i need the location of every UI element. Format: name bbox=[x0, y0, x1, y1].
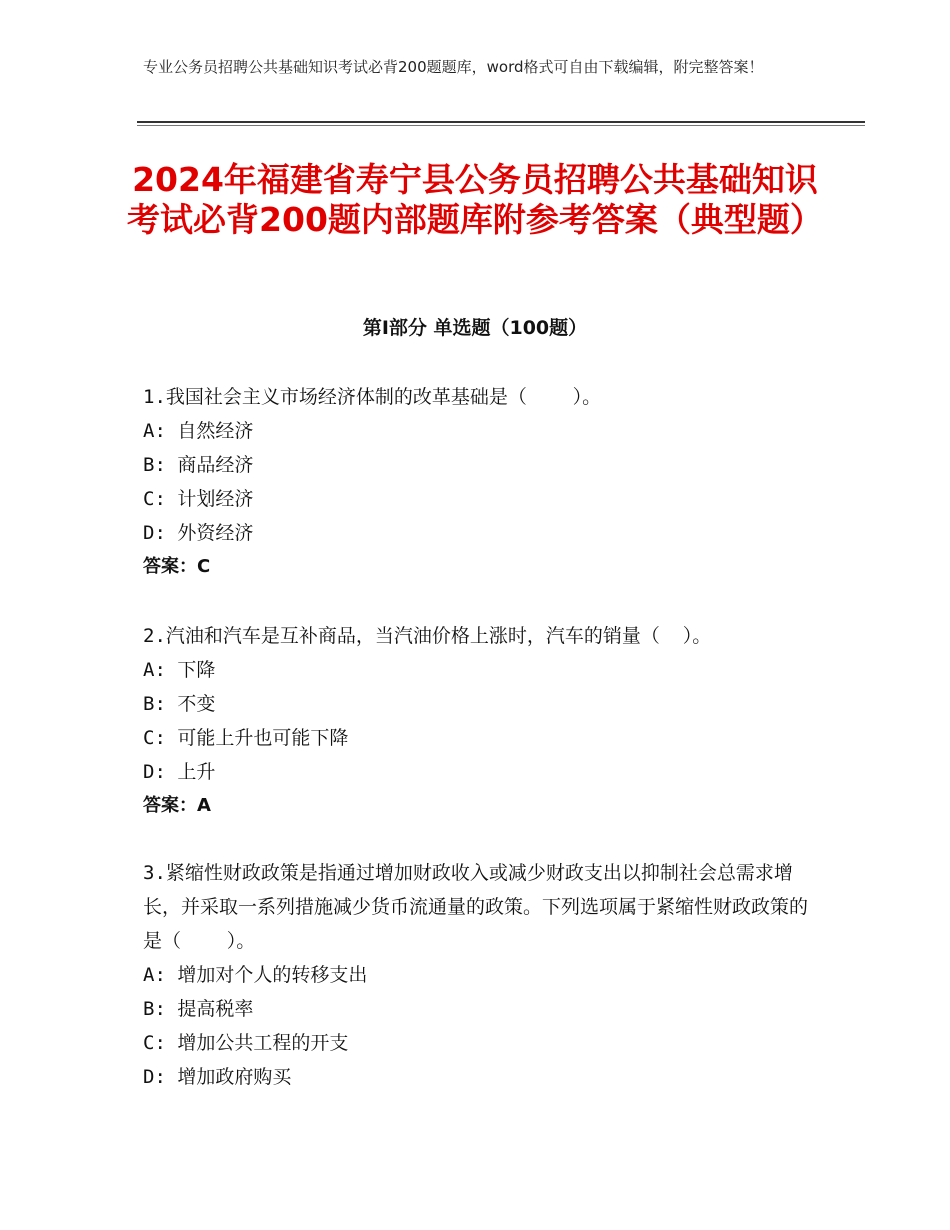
answer-line: 答案：C bbox=[143, 556, 211, 577]
question-3 bbox=[143, 856, 808, 1094]
option-d: D: 增加政府购买 bbox=[143, 1066, 292, 1088]
question-stem: 3.紧缩性财政政策是指通过增加财政收入或减少财政支出以抑制社会总需求增长，并采取一系列措施减少货币流通量的政策。下列选项属于紧缩性财政政策的是（ ）。 bbox=[143, 862, 809, 952]
question-stem: 1.我国社会主义市场经济体制的改革基础是（ ）。 bbox=[143, 386, 602, 408]
question-stem: 2.汽油和汽车是互补商品，当汽油价格上涨时，汽车的销量（ ）。 bbox=[143, 625, 712, 647]
option-b: B: 商品经济 bbox=[143, 454, 254, 476]
answer-line: 答案：A bbox=[143, 795, 211, 816]
header-divider-thin bbox=[137, 125, 865, 126]
option-b: B: 提高税率 bbox=[143, 998, 254, 1020]
section-heading: 第Ⅰ部分 单选题（100题） bbox=[362, 317, 588, 339]
question-1 bbox=[143, 380, 601, 584]
header-note: 专业公务员招聘公共基础知识考试必背200题题库，word格式可自由下载编辑，附完整答案！ bbox=[143, 58, 764, 76]
document-title: 2024年福建省寿宁县公务员招聘公共基础知识考试必背200题内部题库附参考答案（典型题） bbox=[127, 160, 823, 239]
header-divider bbox=[137, 121, 865, 123]
option-a: A: 自然经济 bbox=[143, 420, 254, 442]
option-a: A: 增加对个人的转移支出 bbox=[143, 964, 368, 986]
option-c: C: 计划经济 bbox=[143, 488, 254, 510]
option-d: D: 上升 bbox=[143, 761, 216, 783]
option-a: A: 下降 bbox=[143, 659, 216, 681]
question-2 bbox=[143, 619, 711, 823]
option-c: C: 增加公共工程的开支 bbox=[143, 1032, 349, 1054]
option-d: D: 外资经济 bbox=[143, 522, 254, 544]
option-b: B: 不变 bbox=[143, 693, 216, 715]
option-c: C: 可能上升也可能下降 bbox=[143, 727, 349, 749]
